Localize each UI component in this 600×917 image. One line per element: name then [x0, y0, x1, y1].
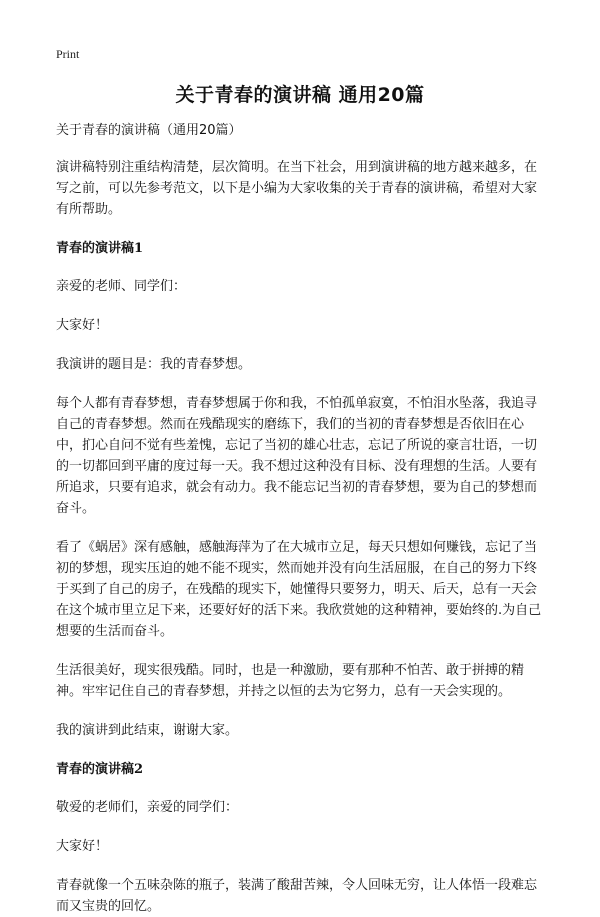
paragraph: 青春就像一个五味杂陈的瓶子，装满了酸甜苦辣，令人回味无穷，让人体悟一段难忘而又宝贵的回忆。	[56, 878, 538, 914]
section-heading: 青春的演讲稿1	[56, 241, 144, 256]
document-body	[56, 120, 544, 917]
paragraph: 我的演讲到此结束，谢谢大家。	[56, 723, 239, 738]
document-subtitle: 关于青春的演讲稿（通用20篇）	[56, 123, 242, 138]
paragraph: 大家好！	[56, 839, 109, 854]
section-speech-1	[56, 238, 544, 741]
paragraph: 大家好！	[56, 318, 109, 333]
paragraph: 看了《蜗居》深有感触，感触海萍为了在大城市立足，每天只想如何赚钱，忘记了当初的梦想，现实压迫的她不能不现实，然而她并没有向生活屈服，在自己的努力下终于买到了自己的房子，在残酷的现实下，她懂得只要努力，明天、后天，总有一天会在这个城市里立足下来，还要好好的活下来。我欣赏她的这种精神，要始终的.为自己想要的生活而奋斗。	[56, 540, 542, 639]
intro-paragraph: 演讲稿特别注重结构清楚，层次简明。在当下社会，用到演讲稿的地方越来越多，在写之前，可以先参考范文，以下是小编为大家收集的关于青春的演讲稿，希望对大家有所帮助。	[56, 160, 538, 217]
section-speech-2	[56, 759, 544, 917]
page-title: 关于青春的演讲稿 通用20篇	[175, 84, 425, 106]
print-link[interactable]: Print	[56, 47, 80, 61]
section-heading: 青春的演讲稿2	[56, 762, 144, 777]
paragraph: 每个人都有青春梦想，青春梦想属于你和我，不怕孤单寂寞，不怕泪水坠落，我追寻自己的青春梦想。然而在残酷现实的磨练下，我们的当初的青春梦想是否依旧在心中，扪心自问不觉有些羞愧，忘记了当初的雄心壮志，忘记了所说的豪言壮语，一切的一切都回到平庸的度过每一天。我不想过这种没有目标、没有理想的生活。人要有所追求，只要有追求，就会有动力。我不能忘记当初的青春梦想，要为自己的梦想而奋斗。	[56, 396, 538, 516]
paragraph: 我演讲的题目是：我的青春梦想。	[56, 357, 252, 372]
paragraph: 生活很美好，现实很残酷。同时，也是一种激励，要有那种不怕苦、敢于拼搏的精神。牢牢记住自己的青春梦想，并持之以恒的去为它努力，总有一天会实现的。	[56, 663, 525, 699]
paragraph: 敬爱的老师们，亲爱的同学们：	[56, 800, 239, 815]
paragraph: 亲爱的老师、同学们：	[56, 279, 187, 294]
